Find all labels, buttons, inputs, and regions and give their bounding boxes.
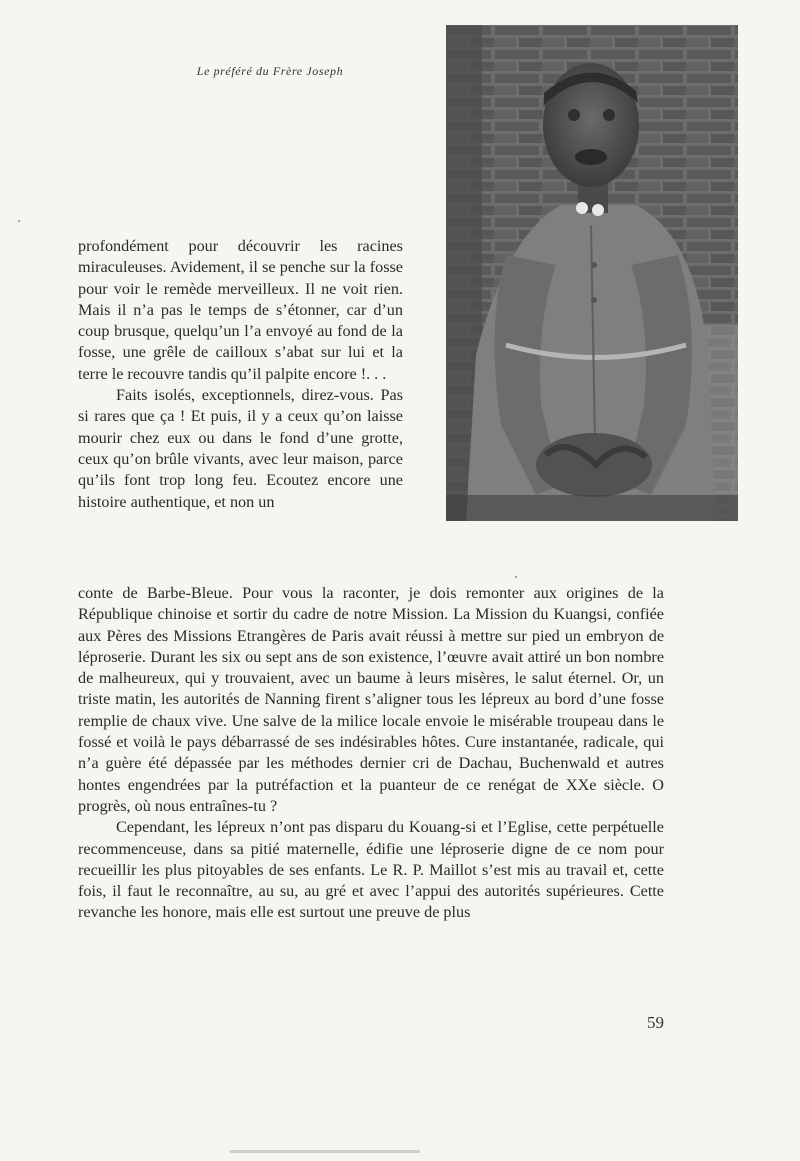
paragraph: Cependant, les lépreux n’ont pas disparu du Kouang-si et l’Eglise, cette perpétuelle recommenceuse, dans sa pitié maternelle, édifie une léproserie digne de ce nom pour recueillir les plus pitoyables de ses enfants. Le R. P. Maillot s’est mis au travail et, cette fois, il faut le reconnaître, au su, au gré et avec l’appui des autorités supérieures. Cette revanche les honore, mais elle est surtout une preuve de plus xyxy=(78,818,664,922)
text-column-wide xyxy=(78,583,664,924)
leper-portrait-photo xyxy=(446,25,738,521)
paragraph: profondément pour découvrir les racines miraculeuses. Avidement, il se penche sur la fosse pour voir le remède merveilleux. Il ne voit rien. Mais il n’a pas le temps de s’étonner, car d’un coup brusque, quelqu’un l’a envoyé au fond de la fosse, une grêle de cailloux s’abat sur lui et la terre le recouvre tandis qu’il palpite encore !. . . xyxy=(78,237,403,383)
paragraph: conte de Barbe-Bleue. Pour vous la raconter, je dois remonter aux origines de la République chinoise et sortir du cadre de notre Mission. La Mission du Kuangsi, confiée aux Pères des Missions Etrangères de Paris avait réussi à mettre sur pied un embryon de léproserie. Durant les six ou sept ans de son existence, l’œuvre avait attiré un bon nombre de malheureux, qui y trouvaient, avec un baume à leurs misères, le salut éternel. Or, un triste matin, les autorités de Nanning firent s’aligner tous les lépreux au bord d’une fosse remplie de chaux vive. Une salve de la milice locale envoie le misérable troupeau dans le fossé et voilà le pays débarrassé de ses indésirables hôtes. Cure instantanée, radicale, qui n’a guère été dépassée par les méthodes dernier cri de Dachau, Buchenwald et autres hontes engendrées par la putréfaction et la puanteur de ce renégat de XXe siècle. O progrès, où nous entraînes-tu ? xyxy=(78,584,664,815)
speck xyxy=(18,220,20,222)
page-number: 59 xyxy=(647,1013,664,1032)
paragraph: Faits isolés, exceptionnels, direz-vous. Pas si rares que ça ! Et puis, il y a ceux qu’on laisse mourir chez eux ou dans le fond d’une grotte, ceux qu’on brûle vivants, avec leur maison, parce qu’ils font trop long feu. Ecoutez encore une histoire authentique, et non un xyxy=(78,386,403,511)
running-title: Le préféré du Frère Joseph xyxy=(196,64,344,78)
page-edge-mark xyxy=(230,1150,420,1153)
speck xyxy=(515,576,517,578)
text-column-narrow xyxy=(78,236,403,513)
